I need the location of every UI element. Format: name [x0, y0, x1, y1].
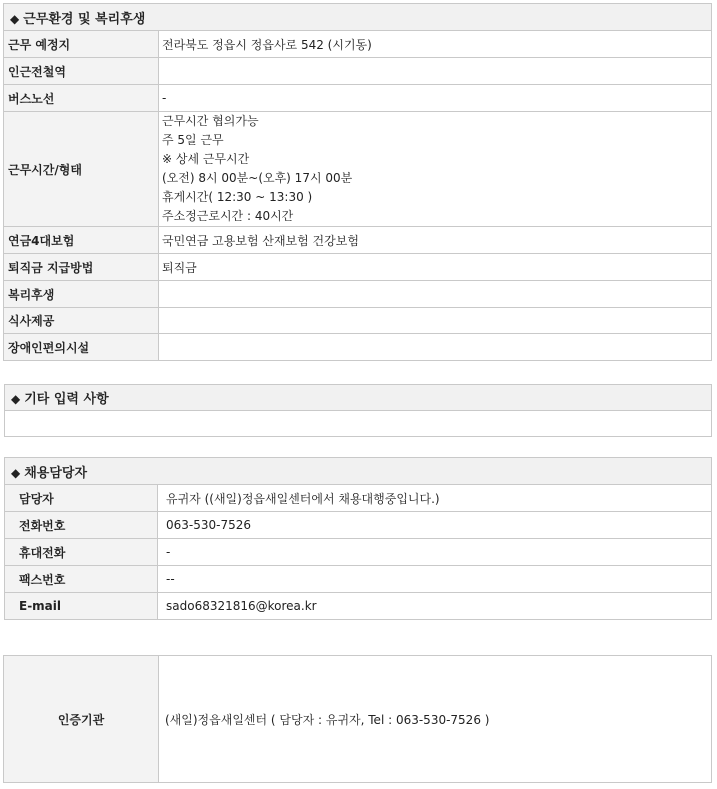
row-label: 버스노선 [4, 85, 159, 112]
row-label: 근무 예정지 [4, 31, 159, 58]
row-value: 전라북도 정읍시 정읍사로 542 (시기동) [159, 31, 712, 58]
section-header-contact [5, 458, 712, 485]
work-hours-value [159, 112, 712, 227]
row-value [159, 58, 712, 85]
contact-label: 전화번호 [5, 512, 158, 539]
certification-table [3, 655, 712, 783]
work-hours-line: ※ 상세 근무시간 [162, 152, 250, 166]
work-environment-table [3, 3, 712, 361]
diamond-bullet-icon: ◆ [10, 11, 20, 26]
row-label: 복리후생 [4, 281, 159, 308]
row-label: 연금4대보험 [4, 227, 159, 254]
contact-label: 담당자 [5, 485, 158, 512]
contact-label: E-mail [5, 593, 158, 620]
contact-table [4, 457, 712, 620]
section-header-other [5, 385, 712, 411]
row-value: 국민연금 고용보험 산재보험 건강보험 [159, 227, 712, 254]
row-value [159, 334, 712, 361]
row-value [159, 281, 712, 308]
diamond-bullet-icon: ◆ [11, 465, 21, 480]
contact-value: 063-530-7526 [158, 512, 712, 539]
row-label: 근무시간/형태 [4, 112, 159, 227]
other-info-table [4, 384, 712, 437]
row-label: 퇴직금 지급방법 [4, 254, 159, 281]
section-title: 기타 입력 사항 [24, 392, 109, 407]
work-hours-line: (오전) 8시 00분~(오후) 17시 00분 [162, 171, 353, 185]
cert-label: 인증기관 [4, 656, 159, 783]
row-label: 장애인편의시설 [4, 334, 159, 361]
contact-value: -- [158, 566, 712, 593]
section-header-work-env [4, 4, 712, 31]
row-value: 퇴직금 [159, 254, 712, 281]
cert-value: (새일)정읍새일센터 ( 담당자 : 유귀자, Tel : 063-530-7526 ) [159, 656, 712, 783]
work-hours-line: 주 5일 근무 [162, 133, 224, 147]
contact-value: - [158, 539, 712, 566]
work-hours-line: 휴게시간( 12:30 ~ 13:30 ) [162, 190, 313, 204]
contact-email-value: sado68321816@korea.kr [158, 593, 712, 620]
contact-label: 팩스번호 [5, 566, 158, 593]
work-hours-line: 근무시간 협의가능 [162, 114, 259, 128]
other-info-value [5, 411, 712, 437]
row-label: 인근전철역 [4, 58, 159, 85]
contact-value: 유귀자 ((새일)정읍새일센터에서 채용대행중입니다.) [158, 485, 712, 512]
work-hours-line: 주소정근로시간 : 40시간 [162, 209, 294, 223]
row-value [159, 308, 712, 334]
section-title: 채용담당자 [24, 465, 88, 481]
section-title: 근무환경 및 복리후생 [23, 11, 146, 27]
diamond-bullet-icon: ◆ [11, 392, 21, 406]
row-label: 식사제공 [4, 308, 159, 334]
row-value: - [159, 85, 712, 112]
contact-label: 휴대전화 [5, 539, 158, 566]
